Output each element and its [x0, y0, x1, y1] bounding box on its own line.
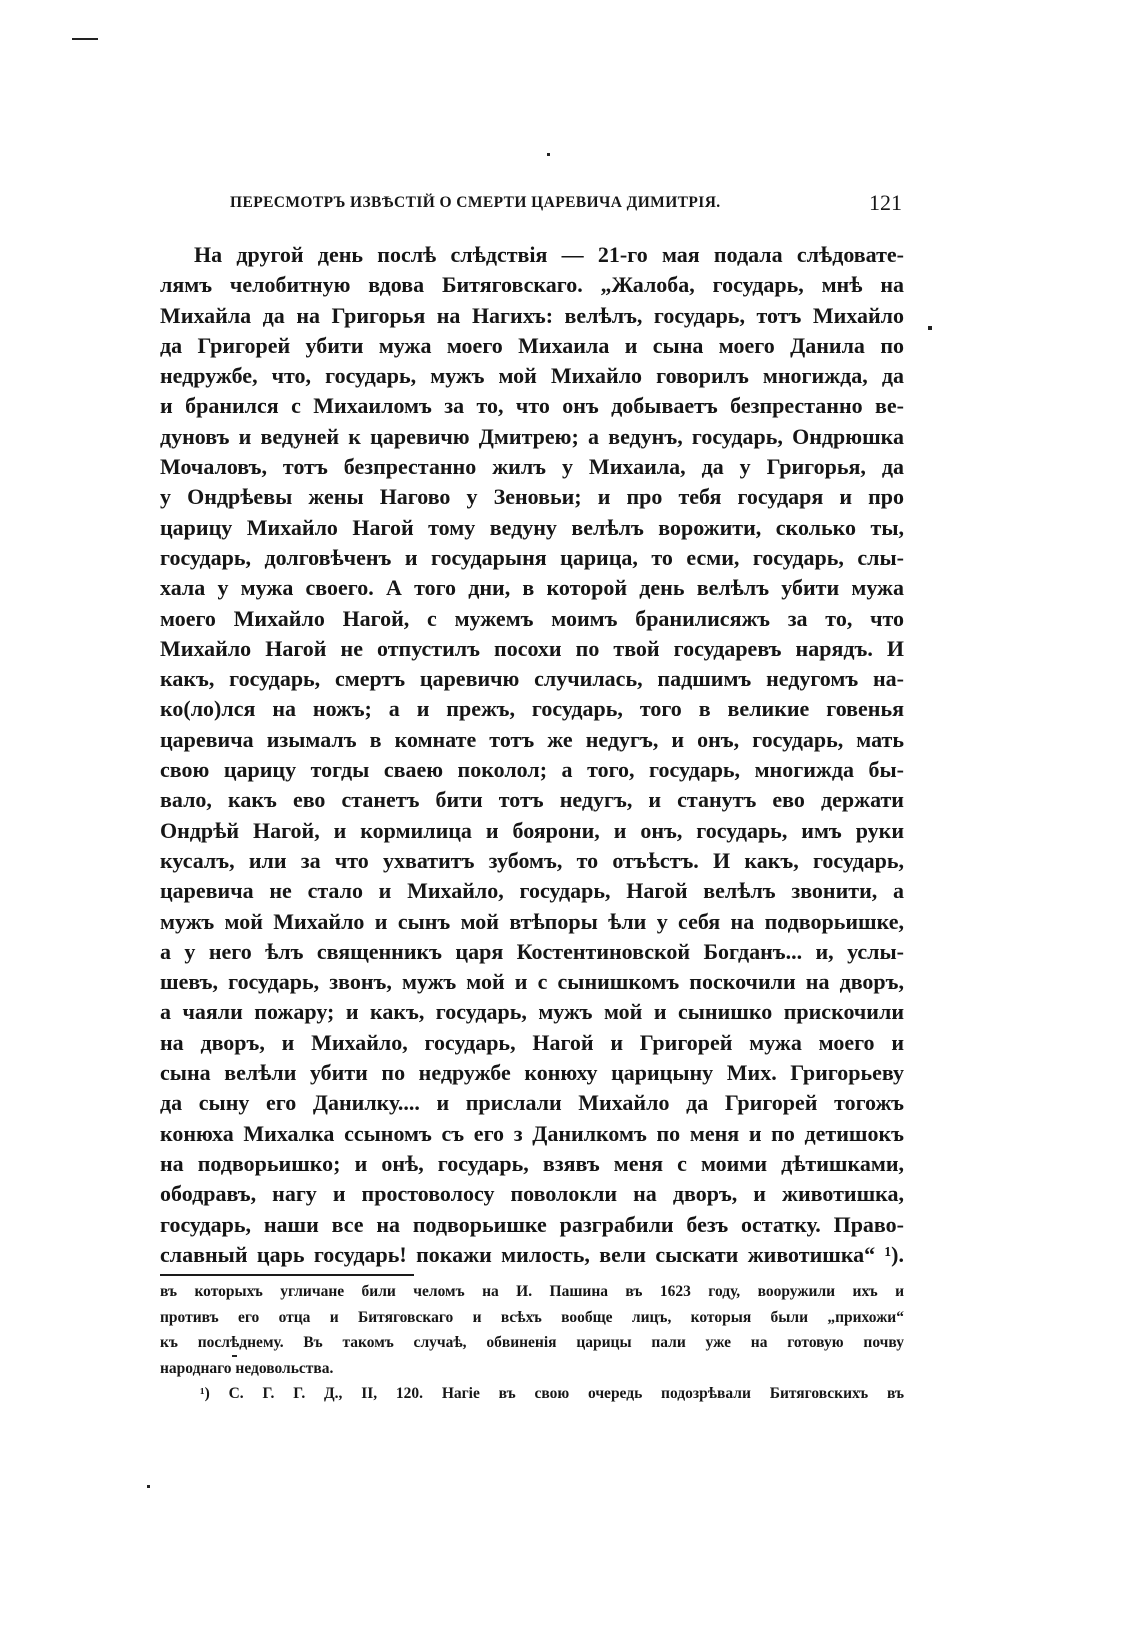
text-line: хала у мужа своего. А того дни, в которой день велѣлъ убити мужа [160, 575, 904, 601]
text-line: на дворъ, и Михайло, государь, Нагой и Григорей мужа моего и [160, 1029, 904, 1055]
text-line: вало, какъ ево станетъ бити тотъ недугъ, и станутъ ево держати [160, 787, 904, 813]
text-line: Михайла да на Григорья на Нагихъ: велѣлъ, государь, тотъ Михайло [160, 302, 904, 328]
footnote-line: въ которыхъ угличане били челомъ на И. Пашина въ 1623 году, вооружили ихъ и [160, 1283, 904, 1300]
scan-mark-bottom-left [147, 1485, 150, 1488]
scan-mark-bottom [232, 1355, 237, 1357]
text-line: ободравъ, нагу и простоволосу поволокли на дворъ, и животишка, [160, 1181, 904, 1207]
scan-mark-top-left [72, 38, 98, 40]
running-title: ПЕРЕСМОТРЪ ИЗВѢСТІЙ О СМЕРТИ ЦАРЕВИЧА ДИМИТРІЯ. [230, 194, 721, 211]
text-line: мужъ мой Михайло и сынъ мой втѣпоры ѣли у себя на подворьишке, [160, 908, 904, 934]
text-line: сына велѣли убити по недружбе конюху царицыну Мих. Григорьеву [160, 1060, 904, 1086]
text-line: недружбе, что, государь, мужъ мой Михайло говорилъ многижда, да [160, 363, 904, 389]
text-line: славный царь государь! покажи милость, вели сыскати животишка“ ¹). [160, 1241, 904, 1267]
text-line: государь, наши все на подворьишке разграбили безъ остатку. Право- [160, 1211, 904, 1237]
text-line: у Ондрѣевы жены Нагово у Зеновьи; и про тебя государя и про [160, 484, 904, 510]
text-line: ко(ло)лся на ножъ; а и прежъ, государь, того в великие говенья [160, 696, 904, 722]
text-line: да Григорей убити мужа моего Михаила и сына моего Данила по [160, 332, 904, 358]
text-line: царицу Михайло Нагой тому ведуну велѣлъ ворожити, сколько ты, [160, 514, 904, 540]
footnote-line: противъ его отца и Битяговскаго и всѣхъ вообще лицъ, которыя были „прихожи“ [160, 1308, 904, 1326]
text-line: а у него ѣлъ священникъ царя Костентиновской Богданъ... и, услы- [160, 938, 904, 964]
text-line: царевича не стало и Михайло, государь, Нагой велѣлъ звонити, а [160, 878, 904, 904]
main-text-block [160, 240, 904, 1270]
text-line: да сыну его Данилку.... и прислали Михайло да Григорей тогожъ [160, 1090, 904, 1116]
text-line: конюха Михалка ссыномъ съ его з Данилкомъ по меня и по детишокъ [160, 1120, 904, 1146]
scan-dot-top [547, 153, 550, 156]
text-line: свою царицу тогды сваею поколол; а того, государь, многижда бы- [160, 757, 904, 783]
text-line: На другой день послѣ слѣдствія — 21-го мая подала слѣдовате- [194, 242, 904, 267]
text-line: Ондрѣй Нагой, и кормилица и боярони, и онъ, государь, имъ руки [160, 817, 904, 843]
text-line: царевича изымалъ в комнате тотъ же недугъ, и онъ, государь, мать [160, 726, 904, 752]
text-line: Мочаловъ, тотъ безпрестанно жилъ у Михаила, да у Григорья, да [160, 454, 904, 480]
text-line: а чаяли пожару; и какъ, государь, мужъ мой и сынишко прискочили [160, 999, 904, 1025]
text-line: моего Михайло Нагой, с мужемъ моимъ бранилисяжъ за то, что [160, 605, 904, 631]
page-number: 121 [869, 190, 902, 215]
footnotes-block [160, 1279, 904, 1407]
scan-dot-right [928, 326, 932, 330]
footnote-line: къ послѣднему. Въ такомъ случаѣ, обвиненія царицы пали уже на готовую почву [160, 1334, 904, 1351]
footnote-1: ¹) С. Г. Г. Д., II, 120. Нагіе въ свою очередь подозрѣвали Битяговскихъ въ [200, 1385, 904, 1402]
text-line: лямъ челобитную вдова Битяговскаго. „Жалоба, государь, мнѣ на [160, 272, 904, 298]
footnote-line: народнаго недовольства. [160, 1359, 334, 1377]
text-line: на подворьишко; и онѣ, государь, взявъ меня с моими дѣтишками, [160, 1150, 904, 1176]
running-header [230, 190, 902, 224]
text-line: кусалъ, или за что ухватитъ зубомъ, то отъѣстъ. И какъ, государь, [160, 847, 904, 873]
text-line: дуновъ и ведуней к царевичю Дмитрею; а ведунъ, государь, Ондрюшка [160, 423, 904, 449]
text-line: Михайло Нагой не отпустилъ посохи по твой государевъ нарядъ. И [160, 635, 904, 661]
text-line: шевъ, государь, звонъ, мужъ мой и с сынишкомъ поскочили на дворъ, [160, 969, 904, 995]
footnote-separator [160, 1274, 414, 1276]
text-line: какъ, государь, смертъ царевичю случилась, падшимъ недугомъ на- [160, 666, 904, 692]
text-line: и бранился с Михаиломъ за то, что онъ добываетъ безпрестанно ве- [160, 393, 904, 419]
text-line: государь, долговѣченъ и государыня царица, то есми, государь, слы- [160, 544, 904, 570]
